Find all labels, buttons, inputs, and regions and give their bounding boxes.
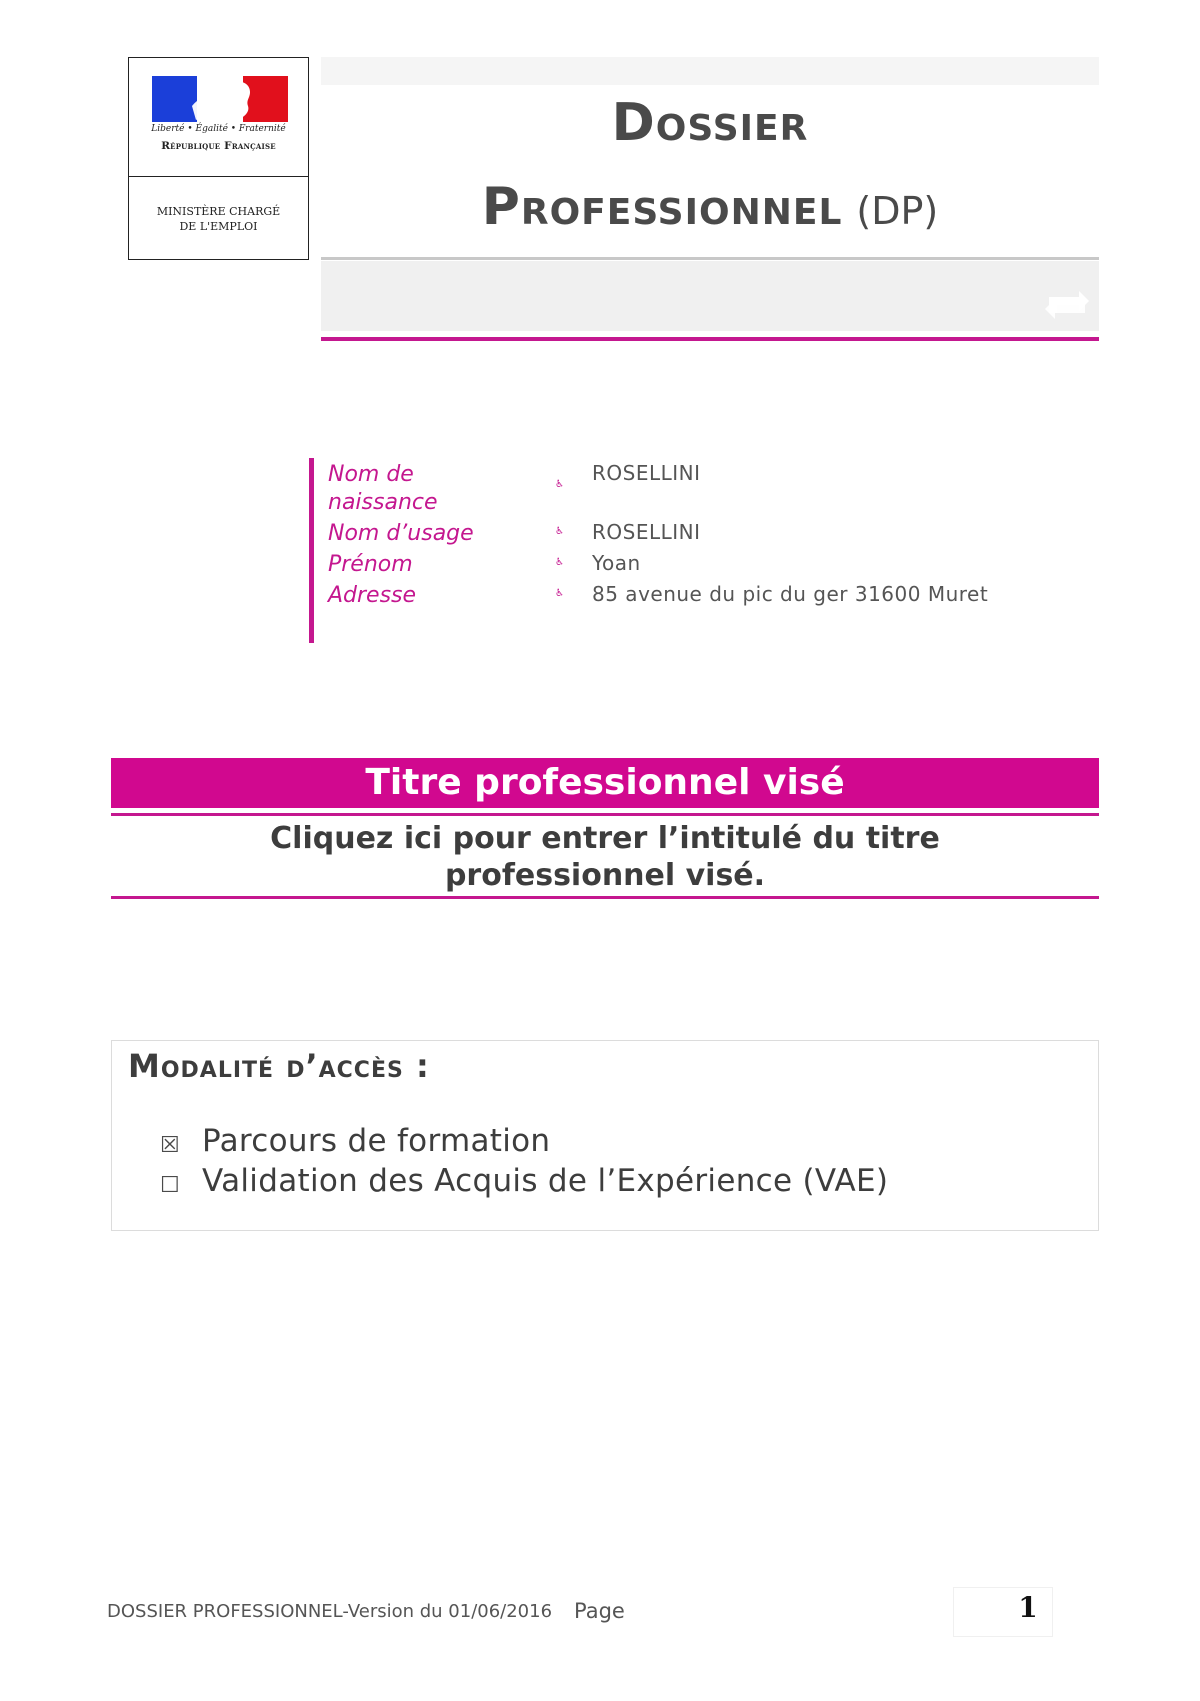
option-parcours-formation: Parcours de formation bbox=[202, 1123, 551, 1159]
label-prenom: Prénom bbox=[328, 552, 413, 577]
value-nom-usage[interactable]: ROSELLINI bbox=[592, 520, 701, 544]
title-band-top bbox=[321, 57, 1099, 86]
label-adresse: Adresse bbox=[328, 583, 417, 608]
wheelchair-icon: ♿ bbox=[555, 479, 564, 490]
footer-version: DOSSIER PROFESSIONNEL-Version du 01/06/2016 bbox=[107, 1601, 553, 1622]
document-title bbox=[321, 85, 1099, 255]
checkbox-parcours-formation[interactable]: ☒ bbox=[160, 1133, 180, 1158]
logo-motto: Liberté • Égalité • Fraternité bbox=[151, 124, 286, 134]
footer-page-label: Page bbox=[574, 1599, 625, 1623]
marianne-flag-icon bbox=[152, 76, 288, 122]
titre-pro-placeholder-line1: Cliquez ici pour entrer l’intitulé du titre bbox=[270, 821, 940, 856]
titre-pro-rule-bottom bbox=[111, 896, 1099, 899]
republique-francaise-logo bbox=[128, 57, 309, 260]
value-prenom[interactable]: Yoan bbox=[592, 551, 641, 575]
logo-republic: République Française bbox=[161, 140, 276, 152]
loop-icon bbox=[1043, 287, 1091, 323]
identity-accent-bar bbox=[309, 458, 314, 643]
title-gray-rule bbox=[321, 257, 1099, 260]
title-magenta-rule bbox=[321, 337, 1099, 341]
wheelchair-icon: ♿ bbox=[555, 588, 564, 599]
titre-pro-heading: Titre professionnel visé bbox=[111, 758, 1099, 808]
wheelchair-icon: ♿ bbox=[555, 557, 564, 568]
title-word-professionnel: Professionnel bbox=[481, 177, 843, 237]
titre-pro-placeholder[interactable] bbox=[111, 820, 1099, 894]
ministry-line-1: MINISTÈRE CHARGÉ bbox=[156, 205, 281, 218]
logo-ministry bbox=[129, 204, 308, 234]
title-word-dossier: Dossier bbox=[611, 93, 809, 153]
titre-pro-rule-top bbox=[111, 813, 1099, 816]
value-adresse[interactable]: 85 avenue du pic du ger 31600 Muret bbox=[592, 582, 989, 606]
option-vae: Validation des Acquis de l’Expérience (VAE) bbox=[202, 1163, 889, 1199]
label-nom-naissance-line2: naissance bbox=[328, 490, 438, 515]
label-nom-naissance-line1: Nom de bbox=[328, 462, 414, 487]
title-abbrev: (DP) bbox=[856, 189, 939, 233]
wheelchair-icon: ♿ bbox=[555, 526, 564, 537]
modalite-box bbox=[111, 1040, 1099, 1231]
checkbox-vae[interactable]: ☐ bbox=[160, 1173, 180, 1198]
titre-pro-placeholder-line2: professionnel visé. bbox=[444, 858, 766, 893]
label-nom-usage: Nom d’usage bbox=[328, 521, 474, 546]
title-gray-panel bbox=[321, 261, 1099, 331]
value-nom-naissance[interactable]: ROSELLINI bbox=[592, 461, 701, 485]
modalite-title: Modalité d’accès : bbox=[128, 1047, 430, 1085]
title-line-2 bbox=[321, 177, 1099, 237]
logo-marianne-block bbox=[129, 58, 308, 177]
page-number: 1 bbox=[1018, 1591, 1038, 1624]
ministry-line-2: DE L'EMPLOI bbox=[179, 220, 258, 233]
label-nom-naissance bbox=[328, 461, 438, 517]
